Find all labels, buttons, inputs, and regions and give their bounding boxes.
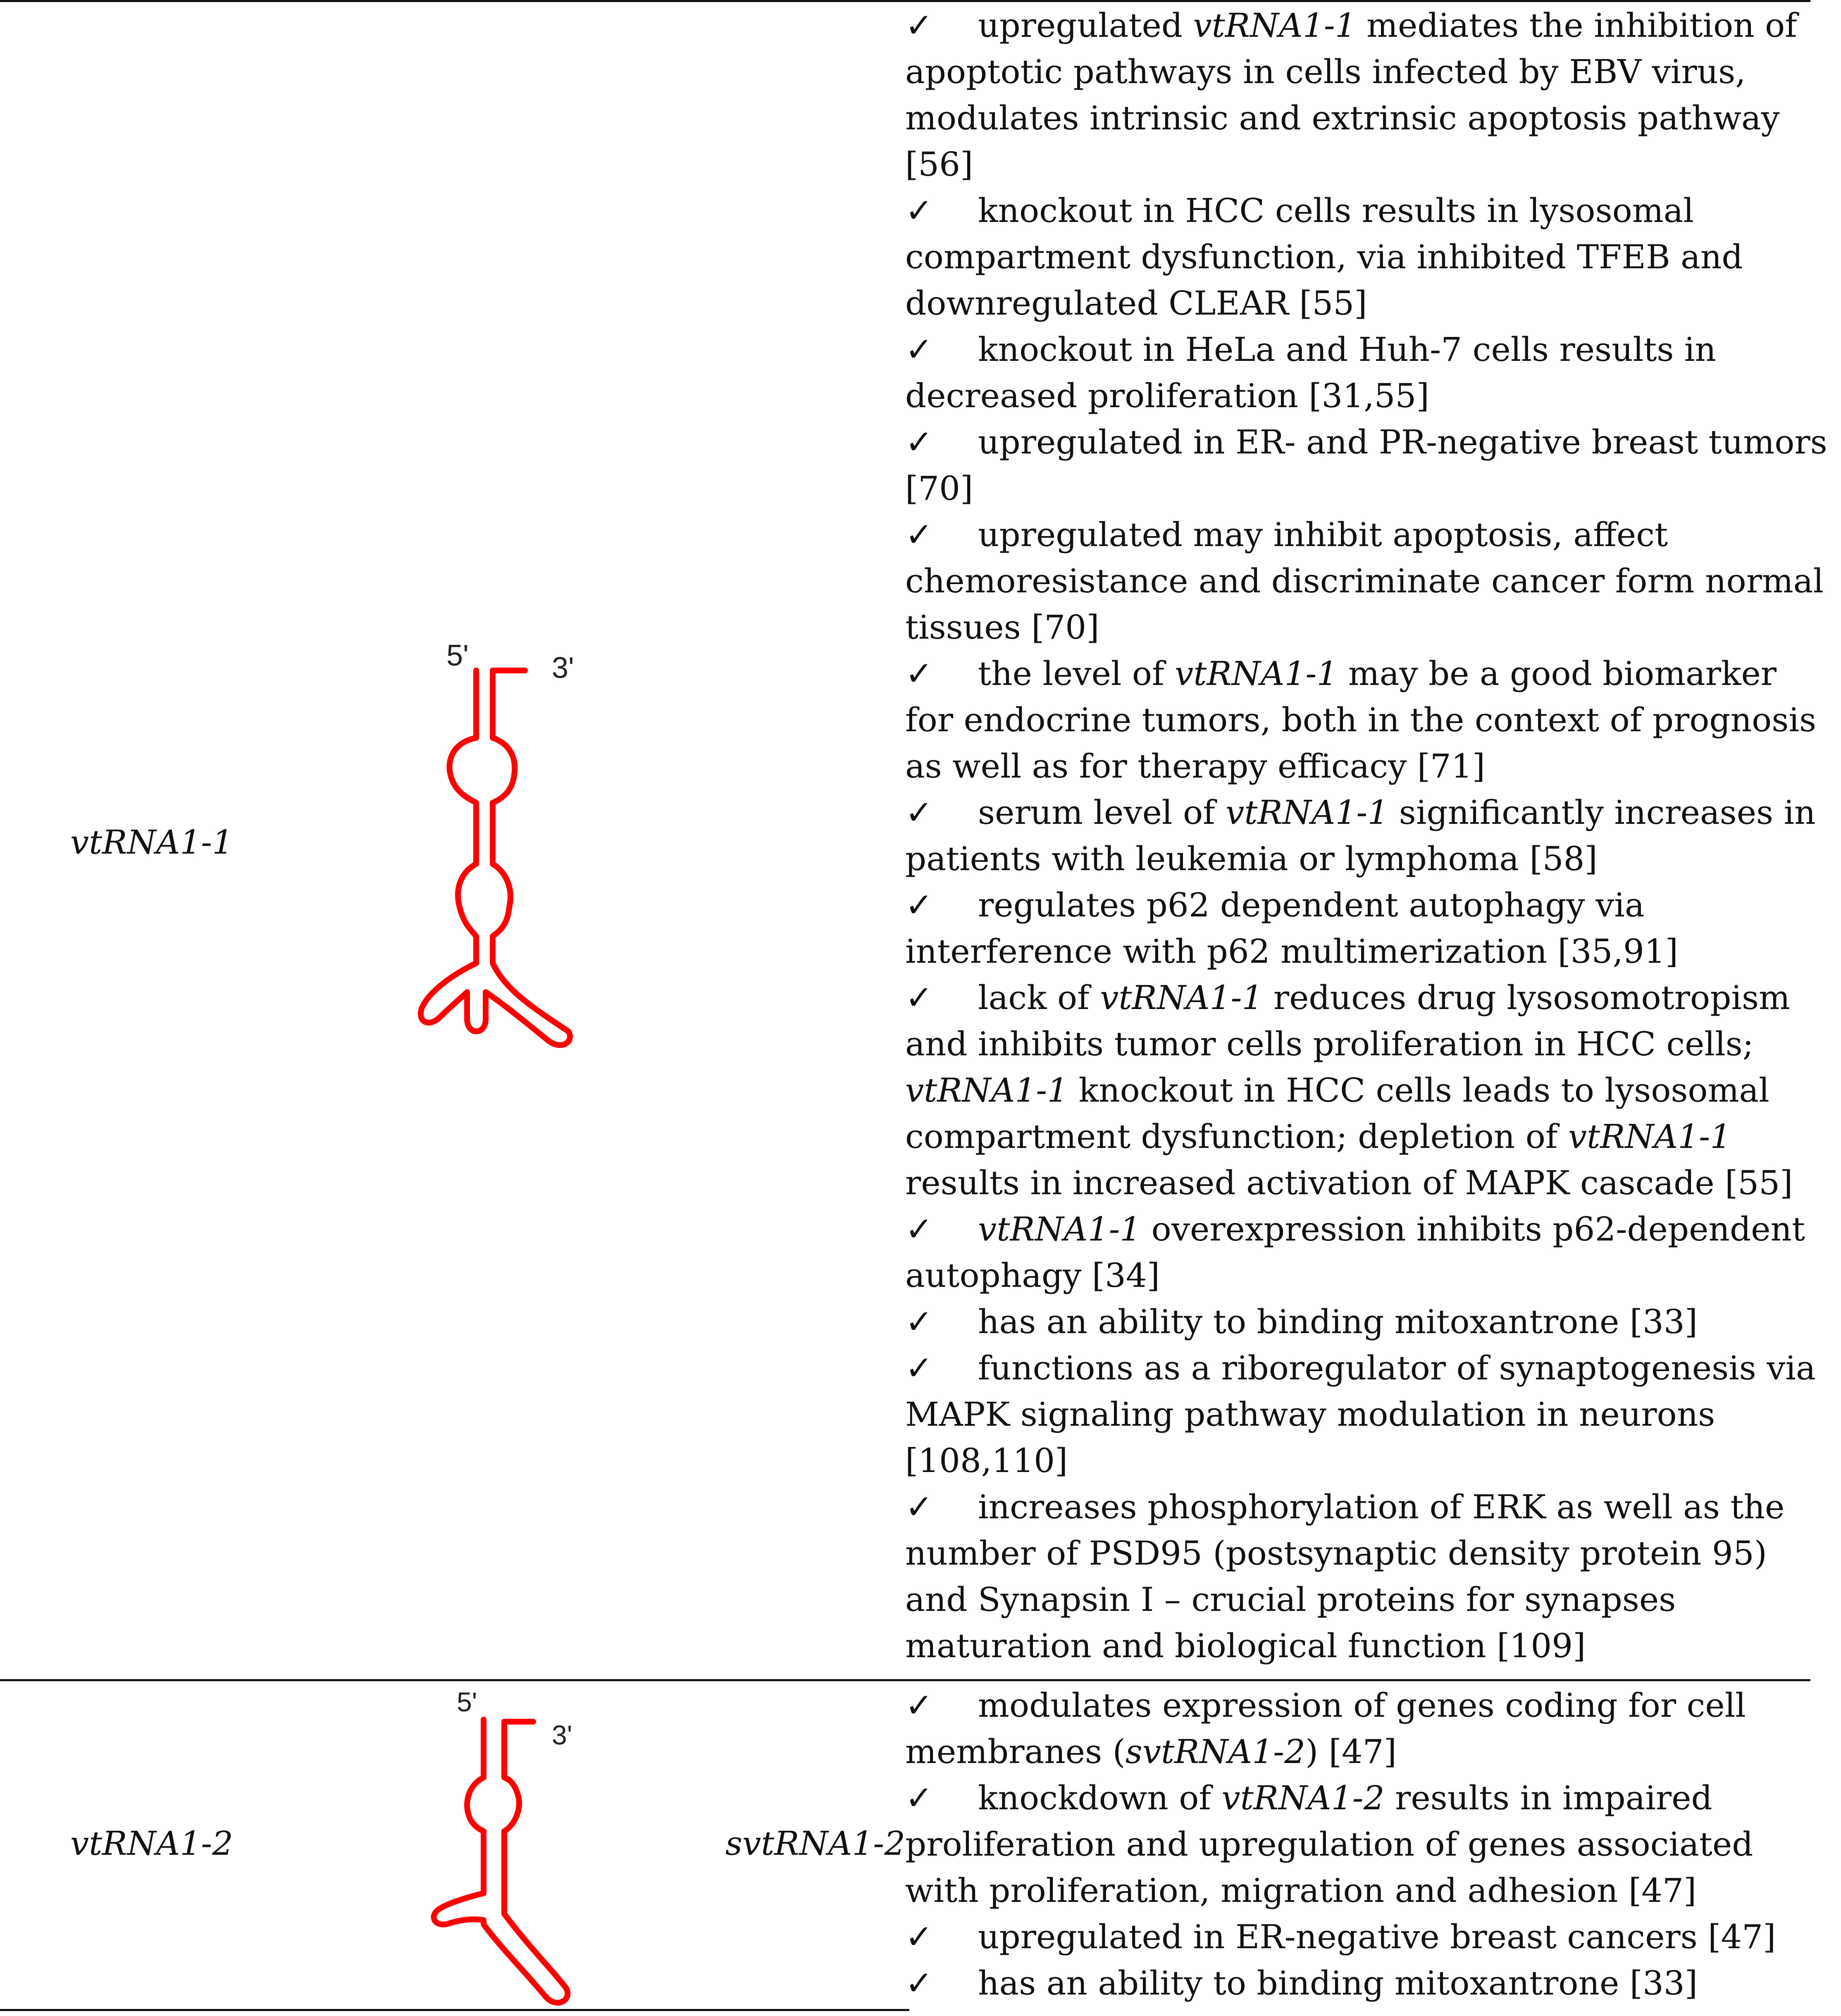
bullet-text: upregulated (978, 6, 1193, 45)
three-prime-label: 3' (552, 1720, 572, 1750)
bullet-text: regulates p62 dependent autophagy via interference with p62 multimerization [35,91] (905, 886, 1678, 971)
rna-backbone (421, 670, 570, 1045)
bullet-text: functions as a riboregulator of synaptogenesis via MAPK signaling pathway modulation in neurons [108,110] (905, 1349, 1816, 1480)
bullet-text: serum level of (978, 793, 1226, 832)
check-mark-icon: ✓ (905, 1210, 933, 1248)
gene-name-italic: vtRNA1-1 (1226, 793, 1389, 832)
three-prime-label: 3' (552, 651, 574, 685)
function-bullet-item (905, 2, 1831, 188)
function-bullet-item (905, 327, 1831, 419)
gene-name-italic: vtRNA1-1 (978, 1210, 1141, 1248)
row-separator-rule (0, 1679, 1810, 1681)
bullet-text: ) [47] (1305, 1732, 1397, 1771)
bullet-text: upregulated in ER-negative breast cancers [47] (978, 1918, 1776, 1956)
five-prime-label: 5' (457, 1687, 477, 1717)
function-bullet-item (905, 651, 1831, 790)
check-mark-icon: ✓ (905, 654, 933, 693)
table-top-rule (0, 0, 1810, 2)
bullet-text: knockdown of (978, 1779, 1222, 1817)
vtrna1-1-functions-list (905, 2, 1831, 1669)
check-mark-icon: ✓ (905, 423, 933, 461)
bullet-text: lack of (978, 978, 1100, 1017)
check-mark-icon: ✓ (905, 793, 933, 832)
bullet-text: knockout in HeLa and Huh-7 cells results in decreased proliferation [31,55] (905, 330, 1716, 415)
bullet-text: knockout in HCC cells leads to lysosomal compartment dysfunction; depletion of (905, 1071, 1769, 1156)
check-mark-icon: ✓ (905, 1488, 933, 1526)
check-mark-icon: ✓ (905, 1779, 933, 1817)
function-bullet-item (905, 882, 1831, 975)
small-rna-name: svtRNA1-2 (725, 1824, 906, 1863)
bullet-text: overexpression inhibits p62-dependent autophagy [34] (905, 1210, 1805, 1295)
check-mark-icon: ✓ (905, 978, 933, 1017)
function-bullet-item (905, 1206, 1831, 1299)
rna-name: vtRNA1-1 (70, 823, 234, 861)
function-bullet-item (905, 1960, 1831, 2006)
function-bullet-item (905, 790, 1831, 882)
bullet-text: upregulated in ER- and PR-negative breast tumors [70] (905, 423, 1827, 508)
function-bullet-item (905, 419, 1831, 512)
bullet-text: upregulated may inhibit apoptosis, affect chemoresistance and discriminate cancer form normal tissues [70] (905, 515, 1824, 647)
function-bullet-item (905, 975, 1831, 1206)
five-prime-label: 5' (446, 639, 469, 672)
check-mark-icon: ✓ (905, 1349, 933, 1387)
check-mark-icon: ✓ (905, 1964, 933, 2002)
bullet-text: significantly increases in patients with leukemia or lymphoma [58] (905, 793, 1816, 878)
check-mark-icon: ✓ (905, 1686, 933, 1725)
bullet-text: the level of (978, 654, 1175, 693)
function-bullet-item (905, 1682, 1831, 1775)
check-mark-icon: ✓ (905, 1918, 933, 1956)
gene-name-italic: vtRNA1-1 (1568, 1117, 1731, 1156)
check-mark-icon: ✓ (905, 1303, 933, 1341)
function-bullet-item (905, 188, 1831, 327)
bullet-text: mediates the inhibition of apoptotic pathways in cells infected by EBV virus, modulates intrinsic and extrinsic apoptosis pathway [56] (905, 6, 1797, 184)
bullet-text: knockout in HCC cells results in lysosomal compartment dysfunction, via inhibited TFEB and downregulated CLEAR [55] (905, 191, 1743, 322)
gene-name-italic: svtRNA1-2 (1125, 1732, 1306, 1771)
vtrna1-2-functions-list (905, 1682, 1831, 2006)
bullet-text: increases phosphorylation of ERK as well as the number of PSD95 (postsynaptic density protein 95) and Synapsin I – crucial proteins for synapses maturation and biological function [109] (905, 1488, 1785, 1665)
bullet-text: has an ability to binding mitoxantrone [33] (978, 1964, 1698, 2002)
table-bottom-rule (0, 2009, 909, 2011)
bullet-text: modulates expression of genes coding for cell membranes ( (905, 1686, 1746, 1771)
gene-name-italic: vtRNA1-1 (905, 1071, 1068, 1109)
check-mark-icon: ✓ (905, 330, 933, 369)
function-bullet-item (905, 1299, 1831, 1345)
function-bullet-item (905, 1484, 1831, 1669)
vtrna1-1-structure-diagram (405, 632, 591, 1054)
function-bullet-item (905, 512, 1831, 651)
rna-backbone (434, 1720, 568, 2003)
gene-name-italic: vtRNA1-1 (1175, 654, 1338, 693)
check-mark-icon: ✓ (905, 6, 933, 45)
bullet-text: has an ability to binding mitoxantrone [33] (978, 1303, 1698, 1341)
vtrna1-2-structure-diagram (417, 1682, 591, 2009)
gene-name-italic: vtRNA1-1 (1193, 6, 1356, 45)
bullet-text: may be a good biomarker for endocrine tumors, both in the context of prognosis as well as for therapy efficacy [71] (905, 654, 1817, 785)
bullet-text: reduces drug lysosomotropism and inhibits tumor cells proliferation in HCC cells; (905, 978, 1790, 1063)
check-mark-icon: ✓ (905, 886, 933, 924)
function-bullet-item (905, 1914, 1831, 1960)
function-bullet-item (905, 1345, 1831, 1484)
function-bullet-item (905, 1775, 1831, 1914)
rna-name: vtRNA1-2 (70, 1824, 234, 1863)
check-mark-icon: ✓ (905, 515, 933, 554)
check-mark-icon: ✓ (905, 191, 933, 230)
gene-name-italic: vtRNA1-2 (1221, 1779, 1385, 1817)
gene-name-italic: vtRNA1-1 (1100, 978, 1263, 1017)
bullet-text: results in increased activation of MAPK cascade [55] (905, 1164, 1793, 1202)
bullet-text: results in impaired proliferation and upregulation of genes associated with proliferation, migration and adhesion [47] (905, 1779, 1753, 1910)
